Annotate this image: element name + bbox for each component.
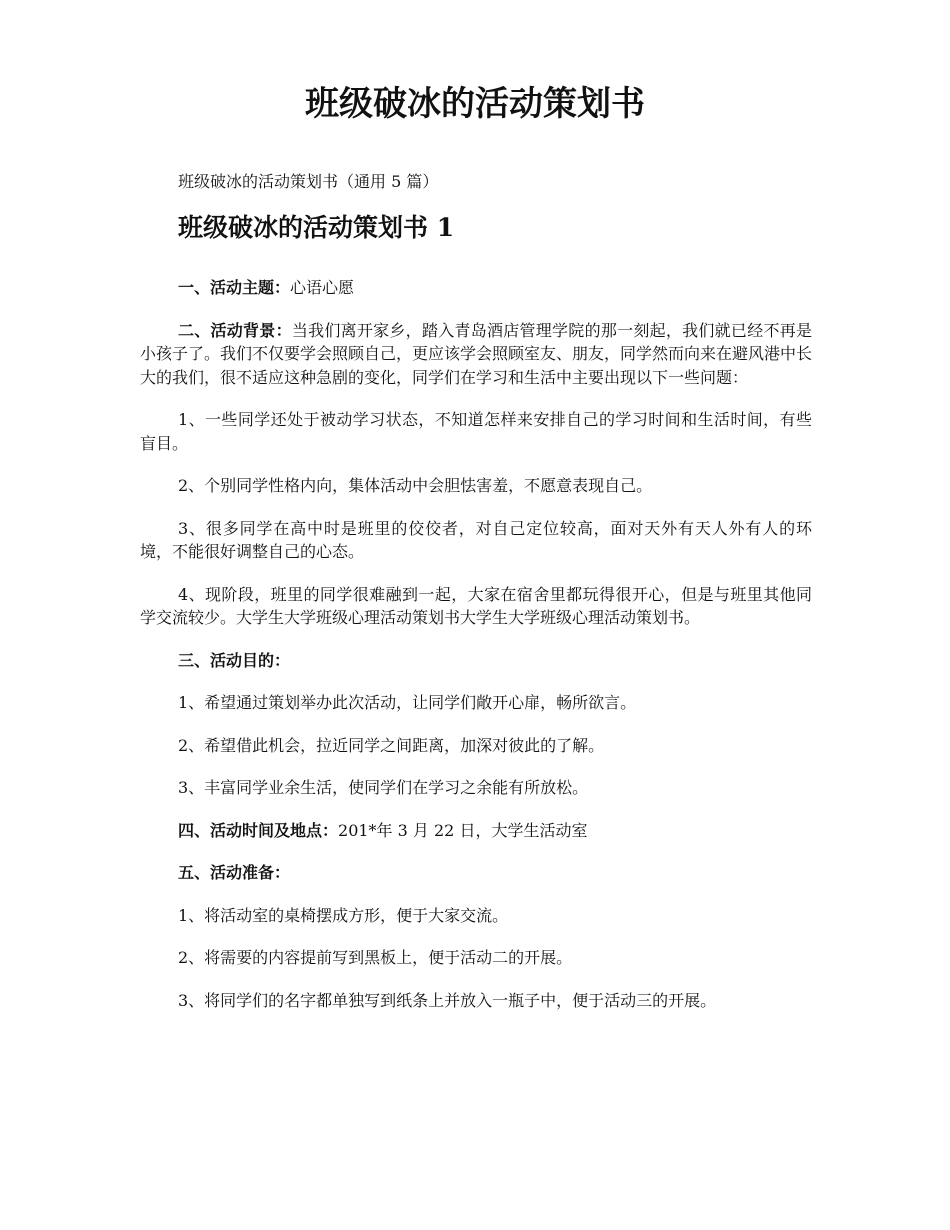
item-theme-text: 心语心愿 — [290, 278, 355, 297]
prep-point-2: 2、将需要的内容提前写到黑板上，便于活动二的开展。 — [178, 948, 573, 967]
item-background — [140, 319, 812, 390]
item-theme-label: 一、活动主题： — [178, 278, 291, 297]
item-preparation-label: 五、活动准备： — [178, 863, 291, 882]
item-time-place-text: 201*年 3 月 22 日，大学生活动室 — [338, 820, 588, 840]
goal-point-1: 1、希望通过策划举办此次活动，让同学们敞开心扉，畅所欲言。 — [178, 693, 637, 712]
section-title: 班级破冰的活动策划书 1 — [178, 213, 455, 242]
item-preparation — [140, 861, 812, 885]
background-point-1: 1、一些同学还处于被动学习状态，不知道怎样来安排自己的学习时间和生活时间，有些盲目。 — [140, 410, 812, 453]
item-theme — [140, 276, 812, 300]
document-body — [140, 276, 812, 1031]
item-time-place — [140, 819, 812, 843]
background-point-3: 3、很多同学在高中时是班里的佼佼者，对自己定位较高，面对天外有天人外有人的环境，不能很好调整自己的心态。 — [140, 518, 812, 561]
item-background-text: 当我们离开家乡，踏入青岛酒店管理学院的那一刻起，我们就已经不再是小孩子了。我们不仅要学会照顾自己，更应该学会照顾室友、朋友，同学然而向来在避风港中长大的我们，很不适应这种急剧的变化，同学们在学习和生活中主要出现以下一些问题： — [140, 320, 813, 387]
document-subtitle: 班级破冰的活动策划书（通用 5 篇） — [178, 172, 439, 191]
background-point-2: 2、个别同学性格内向，集体活动中会胆怯害羞，不愿意表现自己。 — [178, 476, 653, 495]
goal-point-3: 3、丰富同学业余生活，使同学们在学习之余能有所放松。 — [178, 778, 589, 797]
document-title: 班级破冰的活动策划书 — [305, 84, 645, 124]
background-point-4: 4、现阶段，班里的同学很难融到一起，大家在宿舍里都玩得很开心，但是与班里其他同学交流较少。大学生大学班级心理活动策划书大学生大学班级心理活动策划书。 — [140, 584, 812, 627]
prep-point-3: 3、将同学们的名字都单独写到纸条上并放入一瓶子中，便于活动三的开展。 — [178, 990, 717, 1010]
item-time-place-label: 四、活动时间及地点： — [178, 820, 339, 840]
prep-point-1: 1、将活动室的桌椅摆成方形，便于大家交流。 — [178, 905, 509, 925]
item-goal — [140, 649, 812, 673]
goal-point-2: 2、希望借此机会，拉近同学之间距离，加深对彼此的了解。 — [178, 735, 605, 755]
item-background-label: 二、活动背景： — [178, 320, 292, 340]
item-goal-label: 三、活动目的： — [178, 650, 291, 670]
